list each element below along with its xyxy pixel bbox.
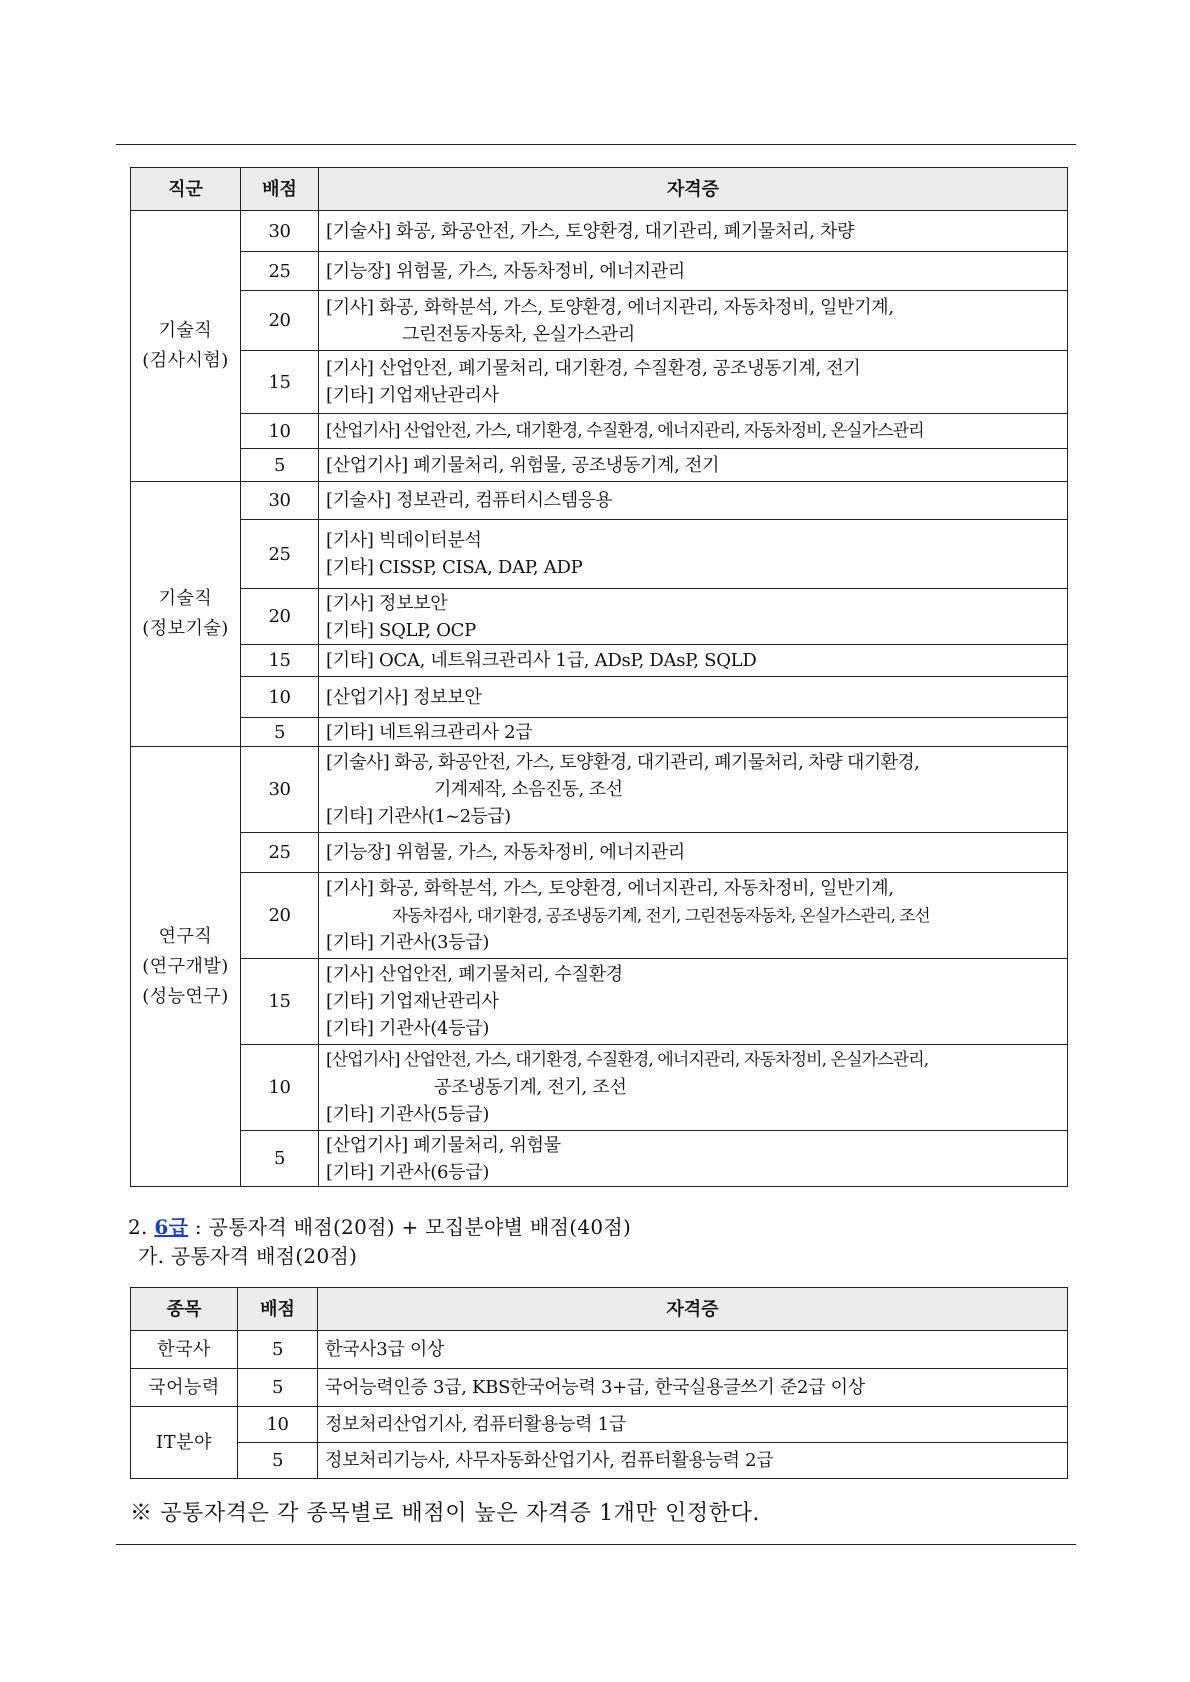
score-cell: 5 xyxy=(238,1369,318,1407)
header-certificate: 자격증 xyxy=(319,168,1068,211)
section-heading xyxy=(128,1211,631,1240)
certificate-line: [기타] 기관사(5등급) xyxy=(326,1104,490,1125)
certificate-cell xyxy=(319,833,1068,873)
table-row xyxy=(131,351,1068,414)
score-cell: 15 xyxy=(241,959,319,1045)
certificate-cell xyxy=(319,1131,1068,1187)
certificate-cell: 국어능력인증 3급, KBS한국어능력 3+급, 한국실용글쓰기 준2급 이상 xyxy=(318,1369,1068,1407)
certificate-cell xyxy=(319,718,1068,747)
header-score: 배점 xyxy=(241,168,319,211)
score-cell: 5 xyxy=(241,1131,319,1187)
certificate-line: 그린전동자동차, 온실가스관리 xyxy=(402,323,635,345)
subsection-heading-text: 가. 공통자격 배점(20점) xyxy=(138,1244,358,1268)
certificate-line: 공조냉동기계, 전기, 조선 xyxy=(434,1077,627,1098)
job-group-label: 기술직 xyxy=(158,320,213,341)
subject-cell: IT분야 xyxy=(131,1407,238,1479)
table-row xyxy=(131,520,1068,589)
job-group-cell xyxy=(131,482,241,747)
table-row xyxy=(131,414,1068,449)
certificate-cell xyxy=(319,747,1068,833)
certificate-cell xyxy=(319,482,1068,520)
subject-cell: 한국사 xyxy=(131,1331,238,1369)
certificate-line: [산업기사] 정보보안 xyxy=(326,686,482,708)
certificate-line: [기타] 기관사(1~2등급) xyxy=(326,806,511,827)
section-heading-text: : 공통자격 배점(20점) + 모집분야별 배점(40점) xyxy=(194,1215,632,1239)
table-row xyxy=(131,1407,1068,1443)
score-cell: 5 xyxy=(241,718,319,747)
certificate-cell xyxy=(319,959,1068,1045)
certificate-cell xyxy=(319,645,1068,677)
table-row xyxy=(131,449,1068,482)
score-cell: 25 xyxy=(241,833,319,873)
certificate-line: [기술사] 화공, 화공안전, 가스, 토양환경, 대기관리, 폐기물처리, 차량 xyxy=(326,220,855,242)
job-group-cell xyxy=(131,747,241,1187)
table-row xyxy=(131,833,1068,873)
certificate-line: [기사] 정보보안 xyxy=(326,592,448,614)
certificate-line: [산업기사] 폐기물처리, 위험물, 공조냉동기계, 전기 xyxy=(326,454,720,476)
certificate-line: [기타] SQLP, OCP xyxy=(326,619,476,641)
score-cell: 15 xyxy=(241,645,319,677)
table-row xyxy=(131,747,1068,833)
score-cell: 25 xyxy=(241,252,319,291)
top-rule xyxy=(116,144,1076,145)
score-cell: 5 xyxy=(241,449,319,482)
header-subject: 종목 xyxy=(131,1288,238,1331)
job-group-label: 연구직 xyxy=(158,925,213,947)
certificate-line: [기타] 네트워크관리사 2급 xyxy=(326,721,533,743)
certificate-line: [기능장] 위험물, 가스, 자동차정비, 에너지관리 xyxy=(326,842,685,863)
subject-cell: 국어능력 xyxy=(131,1369,238,1407)
table-row xyxy=(131,1045,1068,1131)
header-certificate: 자격증 xyxy=(318,1288,1068,1331)
certificate-cell: 정보처리산업기사, 컴퓨터활용능력 1급 xyxy=(318,1407,1068,1443)
table-row xyxy=(131,589,1068,645)
table-row xyxy=(131,1331,1068,1369)
certificate-cell xyxy=(319,589,1068,645)
certificate-cell xyxy=(319,520,1068,589)
certificate-line: [기타] OCA, 네트워크관리사 1급, ADsP, DAsP, SQLD xyxy=(326,650,757,671)
certificate-line: [기사] 화공, 화학분석, 가스, 토양환경, 에너지관리, 자동차정비, 일반기계, xyxy=(326,878,894,899)
score-cell: 10 xyxy=(238,1407,318,1443)
job-group-cell xyxy=(131,211,241,482)
table-row xyxy=(131,645,1068,677)
table-row xyxy=(131,873,1068,959)
score-cell: 5 xyxy=(238,1331,318,1369)
certificate-line: [기사] 빅데이터분석 xyxy=(326,530,482,551)
certificate-line: [기술사] 화공, 화공안전, 가스, 토양환경, 대기관리, 폐기물처리, 차량 대기환경, xyxy=(326,752,920,773)
certificate-cell xyxy=(319,449,1068,482)
score-cell: 30 xyxy=(241,747,319,833)
table-header-row xyxy=(131,1288,1068,1331)
bottom-rule xyxy=(116,1544,1076,1545)
subsection-heading xyxy=(138,1240,357,1269)
certificate-line: [기타] 기관사(3등급) xyxy=(326,932,490,953)
job-group-label: 기술직 xyxy=(158,588,213,609)
certificate-cell xyxy=(319,252,1068,291)
certificate-cell xyxy=(319,211,1068,252)
qualification-table-2 xyxy=(130,1287,1068,1479)
score-cell: 20 xyxy=(241,589,319,645)
table-row xyxy=(131,1443,1068,1479)
table-row xyxy=(131,482,1068,520)
job-group-sublabel: (성능연구) xyxy=(142,985,229,1007)
header-job-group: 직군 xyxy=(131,168,241,211)
table-header-row xyxy=(131,168,1068,211)
certificate-line: [기사] 산업안전, 폐기물처리, 대기환경, 수질환경, 공조냉동기계, 전기 xyxy=(326,358,861,379)
certificate-cell xyxy=(319,677,1068,718)
certificate-line: [기능장] 위험물, 가스, 자동차정비, 에너지관리 xyxy=(326,260,685,282)
section-number: 2. xyxy=(128,1215,148,1239)
score-cell: 25 xyxy=(241,520,319,589)
score-cell: 30 xyxy=(241,482,319,520)
certificate-line: [산업기사] 산업안전, 가스, 대기환경, 수질환경, 에너지관리, 자동차정비, 온실가스관리 xyxy=(326,420,924,441)
certificate-cell xyxy=(319,351,1068,414)
certificate-line: [기타] 기업재난관리사 xyxy=(326,991,499,1012)
score-cell: 10 xyxy=(241,677,319,718)
grade-link[interactable]: 6급 xyxy=(154,1215,189,1239)
certificate-line: [산업기사] 산업안전, 가스, 대기환경, 수질환경, 에너지관리, 자동차정비, 온실가스관리, xyxy=(326,1050,929,1070)
score-cell: 10 xyxy=(241,1045,319,1131)
score-cell: 20 xyxy=(241,873,319,959)
footnote: ※ 공통자격은 각 종목별로 배점이 높은 자격증 1개만 인정한다. xyxy=(130,1501,760,1526)
score-cell: 20 xyxy=(241,291,319,351)
certificate-cell xyxy=(319,1045,1068,1131)
certificate-line: [산업기사] 폐기물처리, 위험물 xyxy=(326,1134,561,1156)
score-cell: 15 xyxy=(241,351,319,414)
header-score: 배점 xyxy=(238,1288,318,1331)
certificate-line: [기사] 화공, 화학분석, 가스, 토양환경, 에너지관리, 자동차정비, 일반기계, xyxy=(326,296,894,318)
table-row xyxy=(131,718,1068,747)
table-row xyxy=(131,1369,1068,1407)
job-group-sublabel: (검사시험) xyxy=(142,350,229,371)
certificate-line: 자동차검사, 대기환경, 공조냉동기계, 전기, 그린전동자동차, 온실가스관리, 조선 xyxy=(392,906,930,925)
certificate-line: [기타] 기관사(4등급) xyxy=(326,1018,490,1039)
table-row xyxy=(131,677,1068,718)
certificate-cell: 한국사3급 이상 xyxy=(318,1331,1068,1369)
score-cell: 10 xyxy=(241,414,319,449)
score-cell: 5 xyxy=(238,1443,318,1479)
certificate-line: [기타] 기업재난관리사 xyxy=(326,385,499,406)
certificate-cell xyxy=(319,414,1068,449)
certificate-cell: 정보처리기능사, 사무자동화산업기사, 컴퓨터활용능력 2급 xyxy=(318,1443,1068,1479)
certificate-line: [기술사] 정보관리, 컴퓨터시스템응용 xyxy=(326,490,613,511)
table-row xyxy=(131,959,1068,1045)
job-group-sublabel: (정보기술) xyxy=(142,618,229,639)
certificate-line: 기계제작, 소음진동, 조선 xyxy=(434,779,623,800)
certificate-line: [기사] 산업안전, 폐기물처리, 수질환경 xyxy=(326,964,623,985)
certificate-cell xyxy=(319,873,1068,959)
certificate-line: [기타] 기관사(6등급) xyxy=(326,1161,490,1183)
score-cell: 30 xyxy=(241,211,319,252)
table-row xyxy=(131,252,1068,291)
qualification-table-1 xyxy=(130,167,1068,1187)
table-row xyxy=(131,211,1068,252)
table-row xyxy=(131,1131,1068,1187)
job-group-sublabel: (연구개발) xyxy=(142,955,229,977)
certificate-line: [기타] CISSP, CISA, DAP, ADP xyxy=(326,557,583,578)
table-row xyxy=(131,291,1068,351)
certificate-cell xyxy=(319,291,1068,351)
